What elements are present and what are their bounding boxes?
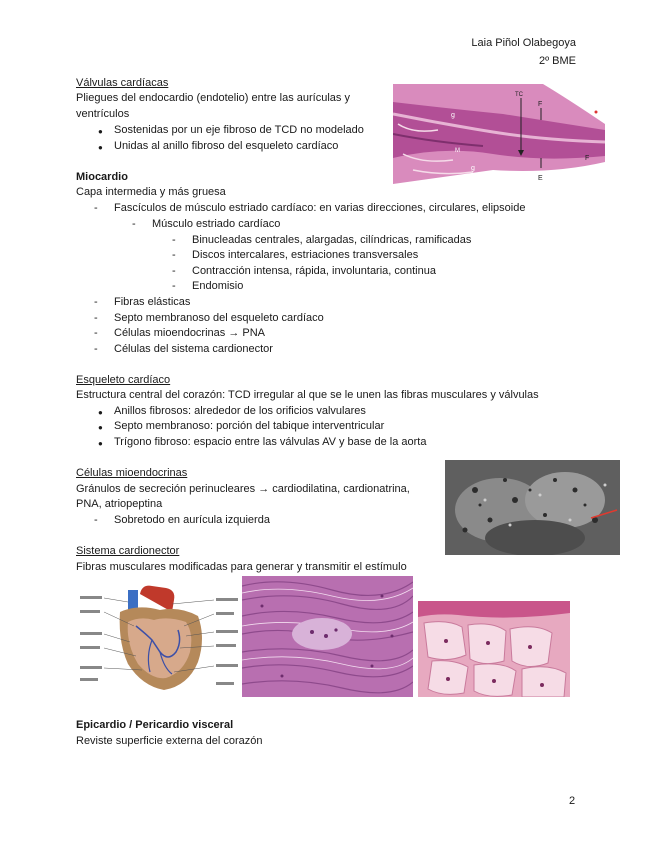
miocardio-item: - Contracción intensa, rápida, involuntaria, continua [192, 265, 436, 278]
valve-label-e: E [538, 175, 543, 182]
miocardio-item: - Fascículos de músculo estriado cardíaco: en varias direcciones, circulares, elipsoide [114, 202, 525, 215]
heart-conduction-diagram [80, 582, 238, 695]
valve-label-g: g [451, 112, 455, 119]
miocardio-item: - Septo membranoso del esqueleto cardíaco [114, 312, 324, 325]
page-number: 2 [569, 795, 576, 807]
esqueleto-bullet: ● Anillos fibrosos: alrededor de los orificios valvulares [114, 405, 366, 418]
valvulas-desc-2: ventrículos [76, 108, 130, 120]
purkinje-cells-image [418, 601, 570, 697]
valve-histology-image [393, 84, 605, 184]
mioendocrinas-desc-2: PNA, atriopeptina [76, 498, 163, 510]
esqueleto-bullet: ● Trígono fibroso: espacio entre las válvulas AV y base de la aorta [114, 436, 426, 449]
epicardio-desc: Reviste superficie externa del corazón [76, 735, 263, 747]
mioendocrinas-item: - Sobretodo en aurícula izquierda [114, 514, 270, 527]
miocardio-desc: Capa intermedia y más gruesa [76, 186, 226, 198]
electron-micrograph-image [445, 460, 620, 555]
section-title-mioendocrinas: Células mioendocrinas [76, 467, 188, 479]
miocardio-item: - Fibras elásticas [114, 296, 190, 309]
valve-label-f: F [538, 101, 543, 108]
header-author: Laia Piñol Olabegoya [471, 37, 576, 49]
miocardio-item: - Endomisio [192, 280, 243, 293]
miocardio-item: - Células del sistema cardionector [114, 343, 273, 356]
valvulas-bullet: ● Unidas al anillo fibroso del esqueleto cardíaco [114, 140, 338, 153]
miocardio-item: - Músculo estriado cardíaco [152, 218, 280, 231]
valve-label-m: M [455, 148, 460, 154]
cardionector-desc: Fibras musculares modificadas para generar y transmitir el estímulo [76, 561, 407, 573]
esqueleto-bullet: ● Septo membranoso: porción del tabique interventricular [114, 420, 384, 433]
section-title-epicardio: Epicardio / Pericardio visceral [76, 719, 234, 731]
valve-label-g: g [471, 165, 475, 172]
section-title-cardionector: Sistema cardionector [76, 545, 180, 557]
valvulas-desc-1: Pliegues del endocardio (endotelio) entre las aurículas y [76, 92, 350, 104]
miocardio-item: - Células mioendocrinas → PNA [114, 327, 265, 340]
section-title-miocardio: Miocardio [76, 171, 128, 183]
valvulas-bullet: ● Sostenidas por un eje fibroso de TCD no modelado [114, 124, 364, 137]
valve-label-tc: TC [515, 92, 523, 98]
valve-label-f: F [585, 155, 590, 162]
esqueleto-desc: Estructura central del corazón: TCD irregular al que se le unen las fibras musculares y válvulas [76, 389, 539, 401]
header-course: 2º BME [538, 55, 576, 67]
miocardio-item: - Discos intercalares, estriaciones transversales [192, 249, 418, 262]
miocardio-item: - Binucleadas centrales, alargadas, cilíndricas, ramificadas [192, 234, 471, 247]
section-title-valvulas: Válvulas cardíacas [76, 77, 169, 89]
section-title-esqueleto: Esqueleto cardíaco [76, 374, 171, 386]
mioendocrinas-desc-1: Gránulos de secreción perinucleares → cardiodilatina, cardionatrina, [76, 483, 410, 495]
purkinje-histology-image [242, 576, 413, 697]
